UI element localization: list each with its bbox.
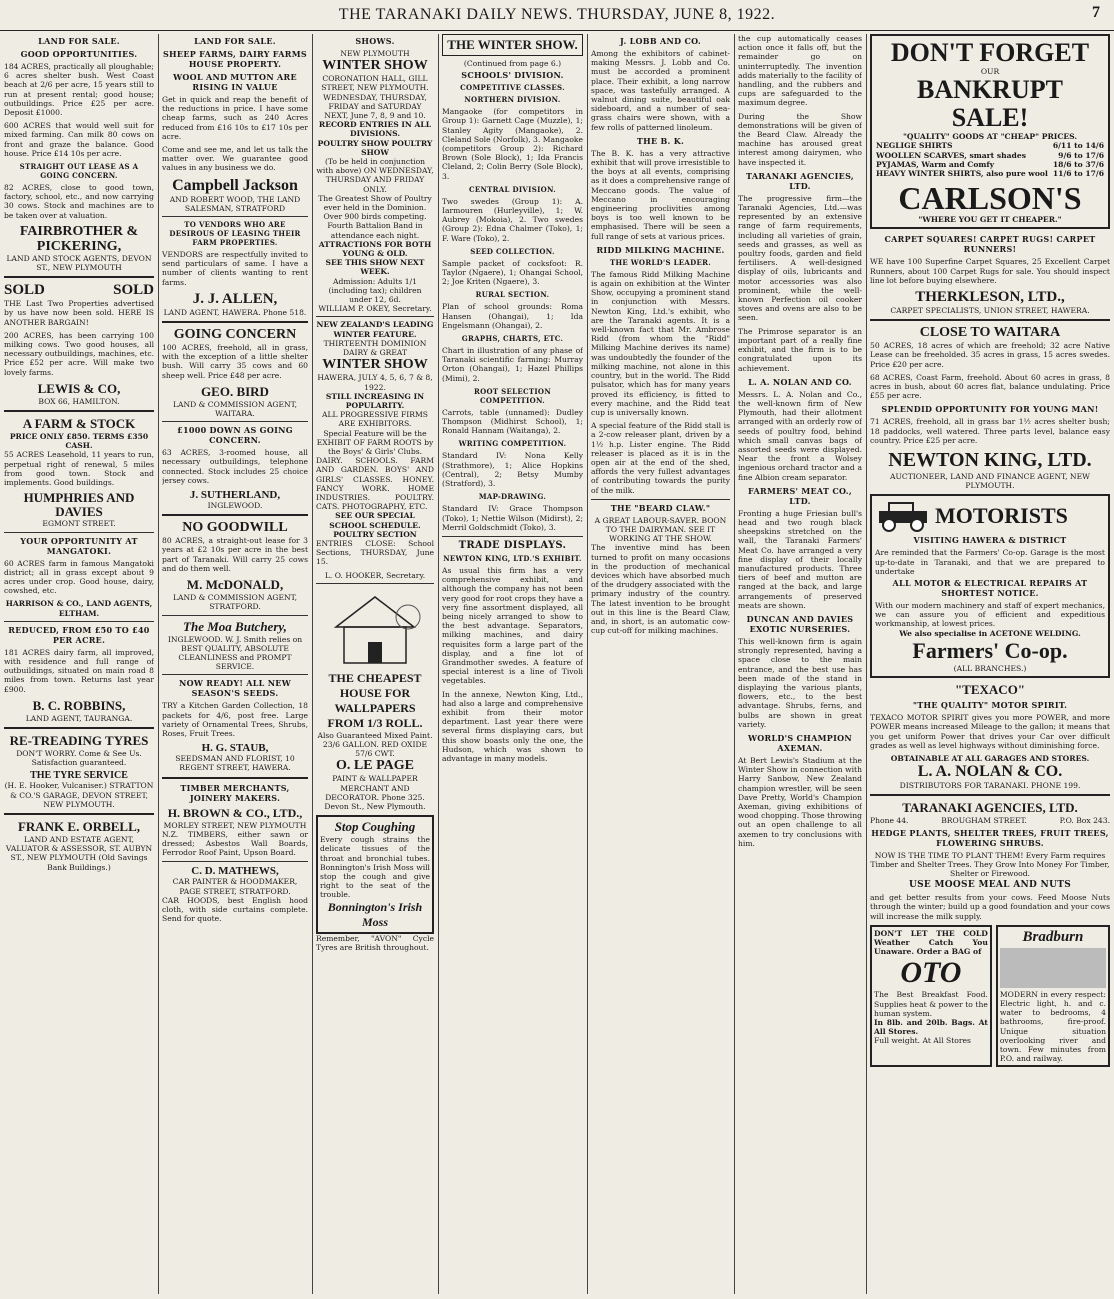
ad-text: MODERN in every respect: Electric light, h. and c. water to bedrooms, 4 bathrooms, fire-proof. Unique situation overlooking river and town. Few minutes from P.O. and railway. <box>999 989 1106 1064</box>
subheader: A GREAT LABOUR-SAVER. BOON TO THE DAIRYMAN. SEE IT WORKING AT THE SHOW. <box>594 515 727 544</box>
ad-heading: Stop Coughing <box>334 819 416 835</box>
ad-text: TRY a Kitchen Garden Collection, 18 packets for 4/6, post free. Large variety of Ornamental Trees, Shrubs, Roses, Fruit Trees. <box>162 701 308 738</box>
motorists-ad <box>870 494 1110 678</box>
subheader: YOUR OPPORTUNITY AT MANGATOKI. <box>20 535 138 556</box>
ad-text: N.Z. TIMBERS, either sawn or dressed; Asbestos Wall Boards, Ferrodor Roof Paint, Upson Board. <box>162 829 308 858</box>
subheader: VISITING HAWERA & DISTRICT <box>913 535 1067 546</box>
article-text: During the Show demonstrations will be given of the Beard Claw. Already the machine has aroused great interest among dairymen, who have inspected it. <box>738 111 862 167</box>
ad-text: Special Feature will be the EXHIBIT OF FARM ROOTS by the Boys' & Girls' Clubs. <box>316 428 434 456</box>
subheader: SHEEP FARMS, DAIRY FARMS HOUSE PROPERTY. <box>162 49 307 69</box>
divider <box>4 410 154 412</box>
price-row <box>876 141 1104 150</box>
subheader: SEED COLLECTION. <box>470 246 555 256</box>
subheader: GRAPHS, CHARTS, ETC. <box>461 334 564 344</box>
firm-address: LAND AGENT, TAURANGA. <box>25 713 133 723</box>
subheader: CENTRAL DIVISION. <box>468 184 557 194</box>
ad-text: HAWERA, JULY 4, 5, 6, 7 & 8, 1922. <box>317 373 433 392</box>
article-text: As usual this firm has a very comprehensive exhibit, and although the company has not been very good for root crops they have a very fine assortment displayed, all being nicely arranged to show to the best advantage. Separators, milking machines, and dairy requisites form a large part of the display, and a fine lot of Grandmother swedes. A feature of special interest is a line of Tivoli vegetables. <box>442 565 583 686</box>
ad-text: NOW IS THE TIME TO PLANT THEM! Every Farm requires Timber and Shelter Trees. They Grow Into Money For Timber, Shelter or Firewood. <box>870 850 1110 878</box>
ad-text: 200 ACRES, has been carrying 100 milking cows. Two good houses, all necessary outbuildings, machines, etc. Price £52 per acre. Will make two lovely farms. <box>4 330 154 377</box>
article-text: The inventive mind has been turned to profit on many occasions in the production of mechanical devices which have absorbed much of the drudgery associated with the primary industry of the country. The latest invention to be brought out in this line is the Beard Claw, and, in short, is an automatic cow-cup cut-off for milking machines. <box>591 543 730 636</box>
subheader: REDUCED, FROM £50 TO £40 PER ACRE. <box>8 624 150 645</box>
ad-text: Also Guaranteed Mixed Paint. 23/6 GALLON. RED OXIDE 57/6 CWT. <box>317 730 433 759</box>
firm-name: Campbell Jackson <box>172 176 298 194</box>
article-text: The Primrose separator is an important part of a really fine exhibit, and the firm is to be congratulated upon its achievement. <box>738 326 862 373</box>
article-text: Two swedes (Group 1): A. Iarmouren (Hurleyville), 1; W. Aubrey (Mokoia), 2. Two swedes (Group 2): Edna Chalmer (Toko), 1; F. Ware (Toko), 2. <box>442 196 583 243</box>
column-rule <box>587 34 588 1294</box>
ad-text: DAIRY. SCHOOLS. FARM AND GARDEN. BOYS' AND GIRLS' CLASSES. HONEY. FANCY WORK. HOME INDUSTRIES. POULTRY. CATS. PHOTOGRAPHY, ETC. <box>316 456 434 512</box>
ad-text: DON'T WORRY. Come & See Us. Satisfaction guaranteed. <box>16 748 142 768</box>
divider <box>316 316 434 317</box>
divider <box>870 319 1110 321</box>
brand-tagline: "WHERE YOU GET IT CHEAPER." <box>918 215 1062 225</box>
ad-text: THE Last Two Properties advertised by us have now been sold. HERE IS ANOTHER BARGAIN! <box>4 299 154 327</box>
ad-text: STILL INCREASING IN POPULARITY. <box>325 391 425 410</box>
subheader: THE "BEARD CLAW." <box>610 502 711 513</box>
masthead <box>0 0 1114 31</box>
brand-name: CARLSON'S <box>898 180 1082 217</box>
divider <box>4 727 154 729</box>
ad-text: OBTAINABLE AT ALL GARAGES AND STORES. <box>890 753 1090 763</box>
ad-text: In 8lb. and 20lb. Bags. At All Stores. <box>874 1017 988 1037</box>
firm-address: MORLEY STREET, NEW PLYMOUTH <box>163 820 307 830</box>
column-rule <box>438 34 439 1294</box>
column-1 <box>4 34 154 1294</box>
item-name: WOOLLEN SCARVES, smart shades <box>876 150 1026 160</box>
article-text: In the annexe, Newton King, Ltd., had also a large and comprehensive exhibit from their motor department. Last year there were several firms displaying cars, but this show boasts only the one, the Hudson, which was shown to advantage in many models. <box>442 689 583 763</box>
firm-address: AUCTIONEER, LAND AND FINANCE AGENT, NEW PLYMOUTH. <box>890 472 1090 491</box>
car-icon <box>875 499 931 533</box>
subheader: ROOT SELECTION COMPETITION. <box>473 386 552 405</box>
page-number: 7 <box>1092 4 1100 21</box>
firm-name: B. C. ROBBINS, <box>32 697 126 713</box>
divider <box>162 861 308 862</box>
subheader: HEDGE PLANTS, SHELTER TREES, FRUIT TREES, FLOWERING SHRUBS. <box>871 827 1109 848</box>
firm-name: LEWIS & CO, <box>37 380 121 396</box>
sold-heading <box>4 282 154 299</box>
ad-text: (H. E. Hooker, Vulcaniser.) STRATTON & CO.'S GARAGE, DEVON STREET, NEW PLYMOUTH. <box>4 781 154 809</box>
ad-text: ATTRACTIONS FOR BOTH YOUNG & OLD. <box>318 239 432 259</box>
section-header: LAND FOR SALE. <box>194 36 276 46</box>
sold-word: SOLD <box>113 282 154 299</box>
ad-text: (To be held in conjunction with above) ON WEDNESDAY, THURSDAY AND FRIDAY ONLY. <box>316 157 434 194</box>
ad-text: Admission: Adults 1/1 (including tax); children under 12, 6d. <box>328 276 422 305</box>
subheader: TO VENDORS WHO ARE DESIROUS OF LEASING THEIR FARM PROPERTIES. <box>169 220 301 248</box>
subheader: WORLD'S CHAMPION AXEMAN. <box>747 733 852 753</box>
section-header: LAND FOR SALE. <box>38 36 120 46</box>
ad-text: Come and see me, and let us talk the matter over. We guarantee good values in any business we do. <box>162 145 308 173</box>
divider <box>162 615 308 616</box>
firm-name: H. BROWN & CO., LTD., <box>167 805 303 820</box>
firm-address: LAND AND ESTATE AGENT, VALUATOR & ASSESSOR, ST. AUBYN ST., NEW PLYMOUTH (Old Savings Bank Buildings.) <box>5 834 153 872</box>
brand-name: OTO <box>900 956 962 990</box>
ad-text: 82 ACRES, close to good town, factory, school, etc., and now carrying 30 cows. Stock and machines are to be taken over at valuation. <box>4 183 154 220</box>
price-row <box>876 169 1104 178</box>
ad-text: NEW ZEALAND'S LEADING WINTER FEATURE. <box>316 320 434 339</box>
house-illustration <box>316 587 434 667</box>
ad-text: Fourth Battalion Band in attendance each night. <box>327 221 423 240</box>
firm-name: TARANAKI AGENCIES, LTD. <box>902 800 1078 816</box>
divider <box>4 813 154 815</box>
firm-address: INGLEWOOD. <box>207 501 263 511</box>
ad-text: SEE OUR SPECIAL SCHOOL SCHEDULE. <box>329 511 421 530</box>
subheader: "THE QUALITY" MOTOR SPIRIT. <box>912 700 1068 711</box>
article-text: Mangaoke (for competitors in Group 1): Garnett Cage (Muzzle), 1; Stanley Agity (Mangaoke), 2. Cleland Sole (Norfolk), 3. Mangaoke (competitors Group 2): Richard Brown (Sole Block), 1; Ida Francis Cleland, 2; Colin Berry (Sole Block), 3. <box>442 107 583 181</box>
firm-address: BOX 66, HAMILTON. <box>38 396 120 406</box>
oto-ad <box>870 925 992 1068</box>
ad-text: With our modern machinery and staff of expert mechanics, we can assure you of efficient and expeditious workmanship, at lowest prices. <box>875 601 1105 629</box>
ad-heading: MOTORISTS <box>935 503 1068 529</box>
ad-text: 184 ACRES, practically all ploughable; 6 acres shelter bush. West Coast beach at 2/6 per acre, 15 years still to run at present rental; good house; outbuildings. Price £25 per acre. Deposit £1000. <box>4 62 154 118</box>
ad-text: L. O. HOOKER, Secretary. <box>324 570 426 580</box>
firm-name: THERKLESON, LTD., <box>915 289 1065 306</box>
ad-text: Every cough strains the delicate tissues of the throat and bronchial tubes. Bonnington's Irish Moss will stop the cough and give right to the seat of the trouble. <box>320 835 430 900</box>
article-text: Among the exhibitors of cabinet-making Messrs. J. Lobb and Co. must be accorded a prominent place. Their exhibit, a long narrow space, was tastefully arranged. A walnut dining suite, beautiful oak sideboard, and a number of sea-grass chairs were shown, with a few rolls of patterned linoleum. <box>591 49 730 132</box>
column-6 <box>738 34 862 1294</box>
column-3 <box>316 34 434 1294</box>
ad-text: NEW PLYMOUTH <box>340 49 410 58</box>
ad-text: 80 ACRES, a straight-out lease for 3 years at £2 10s per acre in the best part of Taranaki. Will carry 25 cows and do them well. <box>162 536 308 573</box>
ad-text: SEE THIS SHOW NEXT WEEK. <box>325 258 425 277</box>
article-text: A special feature of the Ridd stall is a 2-cow releaser plant, driven by a 1½ h.p. Lister engine. The Ridd releaser is placed as it is in the open air at the end of the shed, affords the very fullest advantages of contributing towards the purity of the milk. <box>591 421 730 495</box>
phone: Phone 44. <box>870 816 909 826</box>
newspaper-title: THE TARANAKI DAILY NEWS. THURSDAY, JUNE 8, 1922. <box>338 6 776 23</box>
article-text: Standard IV: Nona Kelly (Strathmore), 1; Alice Hopkins (Central), 2; Betsy Mumby (Stratford), 3. <box>442 451 583 489</box>
ad-text: 50 ACRES, 18 acres of which are freehold; 32 acre Native Lease can be freeholded. 35 acres in grass, 15 acres swedes. Price £20 per acre. <box>870 341 1110 369</box>
subheader: TRADE DISPLAYS. <box>458 539 567 551</box>
subheader: USE MOOSE MEAL AND NUTS <box>908 880 1072 891</box>
ad-text: 181 ACRES dairy farm, all improved, with residence and full range of outbuildings, situated on main road 8 miles from town. Returns last year £900. <box>4 647 154 694</box>
divider <box>162 321 308 323</box>
article-text: The famous Ridd Milking Machine is again on exhibition at the Winter Show, occupying a prominent stand in conjunction with Messrs. Newton King, Ltd.'s exhibit, who are the Taranaki agents. It is a well-known fact that Mr. Ambrose Ridd (from whom the "Ridd" Milking Machine derives its name) was undoubtedly the founder of the milking machine, not alone in this country, but in the world. The Ridd pulsator, which has for many years proved its efficiency, is fitted to every machine, and the Ridd teat cup is universally known. <box>591 269 730 417</box>
subheader: STRAIGHT OUT LEASE AS A GOING CONCERN. <box>19 162 139 181</box>
item-price: 9/6 to 17/6 <box>1058 150 1104 160</box>
ad-price: PRICE ONLY £850. TERMS £350 CASH. <box>9 432 149 451</box>
article-text: The B. K. has a very attractive exhibit that will prove irresistible to the boys at all events, comprising as it does a comprehensive range of Meccano goods. The value of Meccano in encouraging engineering proclivities among boys is too well known to be emphasised. There will be seen a full range of sets at various prices. <box>591 148 730 241</box>
firm-address: LAND AGENT, HAWERA. Phone 518. <box>163 307 307 317</box>
ad-heading: GOING CONCERN <box>173 327 297 343</box>
column-5 <box>591 34 730 1294</box>
subheader: COMPETITIVE CLASSES. <box>460 83 565 93</box>
ad-text: DON'T LET THE COLD Weather Catch You Unaware. Order a BAG of <box>874 928 988 957</box>
divider <box>442 536 583 537</box>
firm-address: LAND AND STOCK AGENTS, DEVON ST., NEW PLYMOUTH <box>6 253 152 273</box>
article-text: Messrs. L. A. Nolan and Co., the well-known firm of New Plymouth, had their allotment arranged with an orderly row of seeds of poultry food, behind which small canvas bags of assorted seeds were displayed. Near the front a Wolsey ingenious orchard tractor and a fine Albion cream separator. <box>738 389 862 482</box>
ad-price: FROM 1/3 ROLL. <box>327 715 423 730</box>
subheader: TARANAKI AGENCIES, LTD. <box>746 170 854 191</box>
firm-address: AND ROBERT WOOD, THE LAND SALESMAN, STRATFORD <box>169 194 301 213</box>
divider <box>162 421 308 422</box>
subheader: GOOD OPPORTUNITIES. <box>20 49 138 59</box>
ad-text: 60 ACRES farm in famous Mangatoki district; all in grass except about 9 acres under crop. Good house, dairy, cowshed, etc. <box>4 558 154 596</box>
divider <box>870 794 1110 796</box>
article-text: Plan of school grounds: Roma Hansen (Ohangai), 1; Ida Engelsmann (Ohangai), 2. <box>442 302 583 330</box>
cough-ad <box>316 815 434 933</box>
ad-text: 600 ACRES that would well suit for mixed farming. Can milk 80 cows on front and graze the balance. Good house. Price £14 10s per acre. <box>4 121 154 158</box>
ad-text: THIRTEENTH DOMINION DAIRY & GREAT <box>323 338 427 358</box>
ad-text: ENTRIES CLOSE: School Sections, THURSDAY, June 15. <box>316 538 434 567</box>
article-text: Chart in illustration of any phase of Taranaki scientific farming: Murray Orton (Ohangai), 1; Hazel Phillips (Mimi), 2. <box>442 346 583 383</box>
firm-name: O. LE PAGE <box>336 758 414 774</box>
column-rule <box>312 34 313 1294</box>
divider <box>162 514 308 516</box>
firm-name: L. A. NOLAN & CO. <box>917 763 1063 781</box>
motorists-header <box>875 499 1105 533</box>
article-text: the cup automatically ceases action once it falls off, but the remainder go on uninterruptedly. The invention adds materially to the facility of handling, and the rubbers and cups are safeguarded to the maximum degree. <box>738 34 862 108</box>
ad-text: Remember, "AVON" Cycle Tyres are British throughout. <box>316 933 434 952</box>
ad-heading: WINTER SHOW <box>322 58 428 74</box>
ad-text: 100 ACRES, freehold, all in grass, with the exception of a little shelter bush. Will carry 35 cows and 60 sheep well. Price £48 per acre. <box>162 343 308 380</box>
ad-text: Get in quick and reap the benefit of the reductions in price. I have some cheap farms, such as 240 Acres reduced from £16 10s to £17 10s per acre. <box>162 95 308 141</box>
subheader: TIMBER MERCHANTS, JOINERY MAKERS. <box>180 782 290 803</box>
ad-text: Full weight. At All Stores <box>874 1036 971 1046</box>
bradburn-ad <box>996 925 1110 1068</box>
item-name: NEGLIGE SHIRTS <box>876 141 953 151</box>
ad-text: OUR <box>980 67 1000 76</box>
subheader: WRITING COMPETITION. <box>458 439 567 449</box>
subheader: NORTHERN DIVISION. <box>464 95 561 105</box>
subheader: FARMERS' MEAT CO., LTD. <box>748 485 852 506</box>
column-rule <box>158 34 159 1294</box>
article-text: This well-known firm is again strongly represented, having a space close to the main entrance, and the best use has been made of the stand in displaying the various plants, flowers, etc., to the best advantage. Shrubs, ferns, and bulbs are shown in great variety. <box>738 636 862 729</box>
firm-name: M. McDONALD, <box>186 577 284 593</box>
bankrupt-sale-ad <box>870 34 1110 229</box>
ad-text: ALL PROGRESSIVE FIRMS ARE EXHIBITORS. <box>321 410 429 429</box>
price-list <box>876 141 1104 178</box>
ad-text: CORONATION HALL, GILL STREET, NEW PLYMOUTH. <box>321 74 429 93</box>
subheader: THE WORLD'S LEADER. <box>609 257 712 267</box>
brand-name: Bradburn <box>1022 928 1084 945</box>
subheader: L. A. NOLAN AND CO. <box>748 376 852 387</box>
firm-address: EGMONT STREET. <box>42 519 116 529</box>
divider <box>4 532 154 533</box>
item-price: 11/6 to 17/6 <box>1052 169 1104 179</box>
subheader: SPLENDID OPPORTUNITY FOR YOUNG MAN! <box>881 404 1099 415</box>
subheader: SCHOOLS' DIVISION. <box>461 70 564 81</box>
firm-name: J. SUTHERLAND, <box>189 489 281 502</box>
ad-heading: RE-TREADING TYRES <box>9 732 149 748</box>
article-title: THE WINTER SHOW. <box>442 34 583 56</box>
firm-name: HUMPHRIES AND DAVIES <box>23 490 135 520</box>
firm-name: FAIRBROTHER & PICKERING, <box>19 223 139 254</box>
ad-text: We also specialise in ACETONE WELDING. <box>899 628 1081 638</box>
item-name: HEAVY WINTER SHIRTS, also pure wool <box>876 169 1048 179</box>
brand-name: "TEXACO" <box>954 682 1026 698</box>
ad-heading: THE TYRE SERVICE <box>30 770 128 782</box>
column-7 <box>870 34 1110 1294</box>
ad-text: VENDORS are respectfully invited to send particulars of same. I have a number of clients wanting to rent farms. <box>162 250 308 287</box>
divider <box>591 499 730 500</box>
ad-text: CAR HOODS, best English hood cloth, with side curtains complete. Send for quote. <box>162 895 308 924</box>
ad-text: RECORD ENTRIES IN ALL DIVISIONS. <box>318 120 432 139</box>
subheader: ALL MOTOR & ELECTRICAL REPAIRS AT SHORTEST NOTICE. <box>892 578 1088 599</box>
firm-name: HARRISON & CO., LAND AGENTS, ELTHAM. <box>5 599 153 618</box>
subheader: WOOL AND MUTTON ARE RISING IN VALUE <box>173 72 297 92</box>
po-box: P.O. Box 243. <box>1059 816 1110 826</box>
firm-name: FRANK E. ORBELL, <box>17 818 141 834</box>
item-name: PYJAMAS, Warm and Comfy <box>876 159 995 169</box>
firm-address: (ALL BRANCHES.) <box>953 663 1027 673</box>
ad-text: and get better results from your cows. Feed Moose Nuts through the winter; build up a good foundation and your cows will increase the milk supply. <box>870 893 1110 921</box>
ad-text: WILLIAM P. OKEY, Secretary. <box>318 304 432 314</box>
firm-name: C. D. MATHEWS, <box>191 865 279 878</box>
column-4 <box>442 34 583 1294</box>
building-illustration <box>1000 948 1106 988</box>
firm-address: PAINT & WALLPAPER MERCHANT AND DECORATOR. Phone 325. Devon St., New Plymouth. <box>324 774 426 811</box>
ad-heading: CLOSE TO WAITARA <box>919 325 1061 341</box>
firm-address: LAND & COMMISSION AGENT, STRATFORD. <box>172 593 298 612</box>
price-row <box>876 160 1104 169</box>
item-price: 6/11 to 14/6 <box>1052 141 1104 151</box>
ad-text: 63 ACRES, 3-roomed house, all necessary outbuildings, telephone connected. Stock includes 25 choice jersey cows. <box>162 448 308 485</box>
firm-name: The Moa Butchery, <box>183 618 287 634</box>
ad-text: INGLEWOOD. W. J. Smith relies on BEST QUALITY, ABSOLUTE CLEANLINESS and PROMPT SERVICE. <box>167 634 303 672</box>
brand-name: Bonnington's Irish Moss <box>327 899 423 929</box>
subheader: DUNCAN AND DAVIES EXOTIC NURSERIES. <box>746 613 854 634</box>
ad-heading: A FARM & STOCK <box>22 416 136 432</box>
ad-text: TEXACO MOTOR SPIRIT gives you more POWER, and more POWER means increased Mileage to the gallon; it means that you get uniform Power that drives your Car over difficult grades as well as level highways without diminishing force. <box>870 713 1110 750</box>
firm-address: CAR PAINTER & HOODMAKER, PAGE STREET, STRATFORD. <box>172 877 298 896</box>
ad-heading: THE CHEAPEST HOUSE FOR WALLPAPERS <box>328 670 422 715</box>
ad-text: Are reminded that the Farmers' Co-op. Garage is the most up-to-date in Taranaki, and that we are prepared to undertake <box>875 548 1105 576</box>
ad-heading: NO GOODWILL <box>182 520 288 536</box>
subheader: CARPET SQUARES! CARPET RUGS! CARPET RUNNERS! <box>884 234 1096 255</box>
contact-row <box>870 816 1110 825</box>
ad-text: WE have 100 Superfine Carpet Squares, 25 Excellent Carpet Runners, about 100 Carpet Rugs for sale. You should inspect line lot before buying elsewhere. <box>870 257 1110 285</box>
article-text: Sample packet of cocksfoot: R. Taylor (Ngaere), 1; Ohangai School, 2; Joe Kriten (Ngaere), 3. <box>442 258 583 287</box>
subheader: J. LOBB AND CO. <box>619 36 702 46</box>
firm-name: H. G. STAUB, <box>201 742 269 755</box>
ad-text: 68 ACRES, Coast Farm, freehold. About 60 acres in grass, 8 acres in bush, about 60 acres flat, balance undulating. Price £55 per acre. <box>870 372 1110 401</box>
divider <box>316 583 434 584</box>
subheader: £1000 DOWN AS GOING CONCERN. <box>177 425 293 446</box>
ad-text: 71 ACRES, freehold, all in grass bar 1½ acres shelter bush; 18 paddocks, well watered. Three parts level, balance easy country. Price £25 per acre. <box>870 417 1110 445</box>
firm-name: Farmers' Co-op. <box>912 637 1068 663</box>
divider <box>4 276 154 278</box>
ad-text: "QUALITY" GOODS AT "CHEAP" PRICES. <box>902 132 1078 142</box>
subheader: THE B. K. <box>636 135 685 146</box>
article-text: At Bert Lewis's Stadium at the Winter Show in connection with Harry Sanbow, New Zealand champion wrestler, will be seen Dave Pretty, World's Champion Axeman, giving exhibitions of wood chopping. Those throwing out an open challenge to all axemen to try conclusions with him. <box>738 756 862 848</box>
column-rule <box>734 34 735 1294</box>
ad-heading: BANKRUPT SALE! <box>917 75 1063 133</box>
divider <box>162 216 308 217</box>
item-price: 18/6 to 37/6 <box>1052 159 1104 169</box>
ad-text: POULTRY SHOW POULTRY SHOW <box>317 138 433 157</box>
firm-address: CARPET SPECIALISTS, UNION STREET, HAWERA. <box>890 306 1090 316</box>
ad-text: POULTRY SECTION <box>333 529 417 539</box>
subheader: RURAL SECTION. <box>475 290 550 300</box>
divider <box>162 777 308 779</box>
ad-text: WEDNESDAY, THURSDAY, FRIDAY and SATURDAY NEXT, June 7, 8, 9 and 10. <box>323 92 427 121</box>
subheader: NOW READY! ALL NEW SEASON'S SEEDS. <box>179 678 291 699</box>
firm-address: SEEDSMAN AND FLORIST, 10 REGENT STREET, HAWERA. <box>175 754 295 773</box>
street: BROUGHAM STREET. <box>941 816 1027 826</box>
column-2 <box>162 34 308 1294</box>
section-header: SHOWS. <box>355 36 395 46</box>
subheader: RIDD MILKING MACHINE. <box>596 244 725 255</box>
ad-text: The Greatest Show of Poultry ever held in the Dominion. Over 900 birds competing. <box>318 193 432 222</box>
divider <box>4 621 154 622</box>
firm-name: NEWTON KING, LTD. <box>888 449 1092 472</box>
firm-name: GEO. BIRD <box>201 383 269 399</box>
article-text: Standard IV: Grace Thompson (Toko), 1; Nettie Wilson (Midirst), 2; Merril Goldschmidt (Toko), 3. <box>442 504 583 532</box>
price-row <box>876 151 1104 160</box>
subheader: MAP-DRAWING. <box>478 492 547 502</box>
bottom-ads-row <box>870 925 1110 1068</box>
ad-heading: DON'T FORGET <box>890 38 1090 67</box>
divider <box>162 674 308 675</box>
ad-text: The Best Breakfast Food. Supplies heat & power to the human system. <box>874 990 988 1018</box>
firm-name: J. J. ALLEN, <box>192 290 278 307</box>
column-rule <box>866 34 867 1294</box>
article-note: (Continued from page 6.) <box>463 59 562 68</box>
sold-word: SOLD <box>4 282 45 299</box>
firm-address: DISTRIBUTORS FOR TARANAKI. PHONE 199. <box>899 781 1081 791</box>
article-text: Fronting a huge Friesian bull's head and two rough black sheepskins stretched on the wall, the Taranaki Farmers' Meat Co. have arranged a very fine display of their locally manufactured products. Three tiers of beef and mutton are ranged at the back, and large arrangements of preserved meats are shown. <box>738 508 862 610</box>
article-text: Carrots, table (unnamed): Dudley Thompson (Midhirst School), 1; Ronald Hannam (Waitanga), 2. <box>442 407 583 436</box>
ad-text: 55 ACRES Leasehold, 11 years to run, perpetual right of renewal, 5 miles from good town. Stock and implements. Good buildings. <box>4 450 154 488</box>
subheader: NEWTON KING, LTD.'S EXHIBIT. <box>443 553 582 563</box>
firm-address: LAND & COMMISSION AGENT, WAITARA. <box>172 399 298 419</box>
ad-heading: WINTER SHOW <box>322 357 428 373</box>
article-text: The progressive firm—the Taranaki Agencies, Ltd.—was represented by an extensive range of farm requirements, including all varieties of grain, seeds and grasses, as well as poultry foods, garden and field fertilisers. A well-designed display of oils, lubricants and motor accessories was also prominent, while the well-known Perfection oil cooker stoves and ovens are also to be seen. <box>738 193 862 323</box>
